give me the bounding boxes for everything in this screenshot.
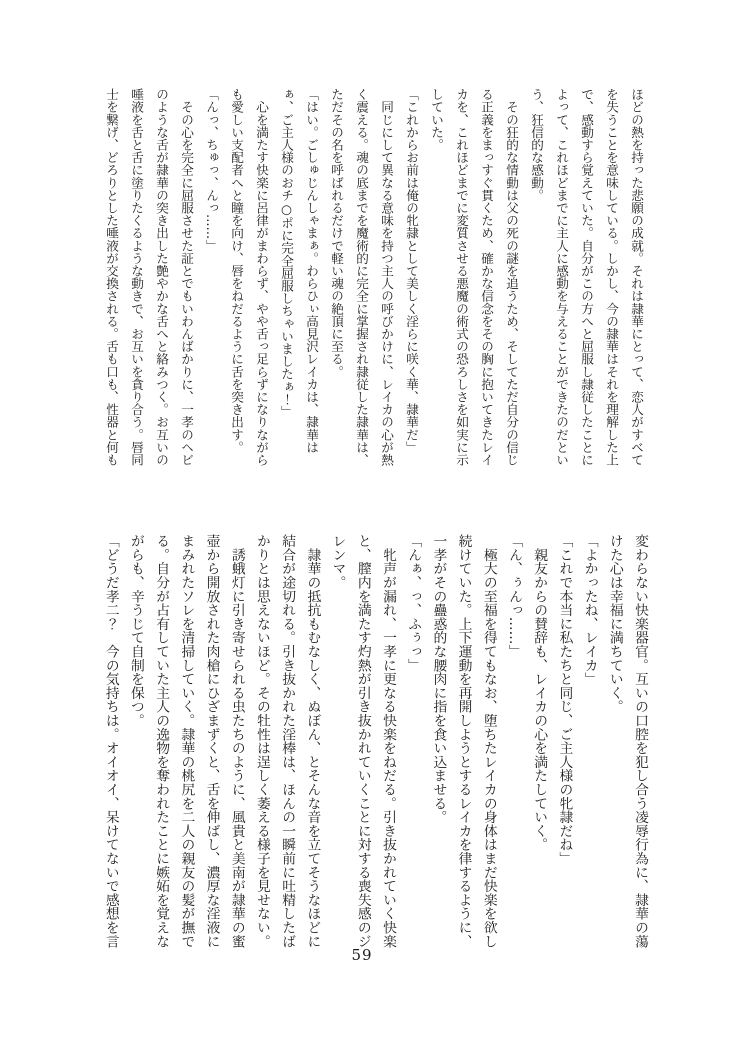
text-column: る。自分が占有していた主人の逸物を奪われたことに嫉妬を覚えな [153,534,170,948]
text-column: よって、これほどまでに主人に感動を与えることができたのだとい [554,88,569,466]
text-column: 誘蛾灯に引き寄せられる虫たちのように、風貴と美南が隷華の蜜 [228,534,245,948]
text-column: その狂的な情動は父の死の謎を追うため、そしてただ自分の信じ [504,88,519,466]
text-column: レンマ。 [329,534,346,590]
text-block-upper [99,88,649,468]
text-column: 「んぁ、っ、ふぅっ」 [405,534,422,672]
text-column: 続けていた。上下運動を再開しようとするレイカを律するように、 [455,534,472,948]
text-column: 隷華の抵抗もむなしく、ぬぼん、とそんな音を立てそうなほどに [304,534,321,948]
text-column: その心を完全に屈服させた証とでもいわんばかりに、一孝のヘビ [179,88,194,466]
text-column: 「はい。ごしゅじんしゃまぁ。わらひぃ高見沢レイカは、隷華は [304,88,319,454]
text-column: 親友からの賛辞も、レイカの心を満たしていく。 [531,534,548,852]
page-number: 59 [351,946,373,964]
text-column: 士を繋げ、どろりとした唾液が交換される。舌も口も、性器と何も [104,88,119,466]
text-column: していた。 [429,88,444,151]
text-column: 「んっ、ちゅっ、んっ……」 [204,88,219,252]
text-column: けた心は幸福に満ちていく。 [606,534,623,714]
text-column: 極大の至福を得てもなお、堕ちたレイカの身体はまだ快楽を欲し [480,534,497,948]
text-column: 結合が途切れる。引き抜かれた淫棒は、ほんの一瞬前に吐精したば [279,534,296,948]
text-column: 「よかったね、レイカ」 [581,534,598,686]
text-column: を失うことを意味している。しかし、今の隷華はそれを理解した上 [604,88,619,466]
text-column: 一孝がその蠱惑的な腰肉に指を食い込ませる。 [430,534,447,824]
text-column: のような舌が隷華の突き出した艶やかな舌へと絡みつく。お互いの [154,88,169,466]
text-column: 同じにして異なる意味を持つ主人の呼びかけに、レイカの心が熱 [379,88,394,466]
text-column: 「これで本当に私たちと同じ、ご主人様の牝隷だね」 [556,534,573,866]
text-column: も愛しい支配者へと瞳を向け、唇をねだるように舌を突き出す。 [229,88,244,454]
text-column: 「どうだ孝二？ 今の気持ちは。オイオイ、呆けてないで感想を言 [102,534,119,948]
text-column: ほどの熱を持った悲願の成就。それは隷華にとって、恋人がすべて [629,88,644,466]
text-column: まみれたソレを清掃していく。隷華の桃尻を二人の親友の髪が撫で [178,534,195,948]
text-column: で、感動すら覚えていた。自分がこの方へと屈服し隷従したことに [579,88,594,466]
text-column: 唾液を舌と舌に塗りたくるような動きで、お互いを貪り合う。唇同 [129,88,144,466]
text-column: カを、これほどまでに変質させる悪魔の術式の恐ろしさを如実に示 [454,88,469,466]
text-column: がらも、辛うじて自制を保つ。 [127,534,144,728]
text-column: と、膣内を満たす灼熱が引き抜かれていくことに対する喪失感のジ [354,534,371,948]
text-column: 牝声が漏れ、一孝に更なる快楽をねだる。引き抜かれていく快楽 [379,534,396,948]
text-column: る正義をまっすぐ貫くため、確かな信念をその胸に抱いてきたレイ [479,88,494,466]
text-column: う、狂信的な感動。 [529,88,544,202]
text-block-lower [98,534,652,950]
text-column: 「ん、ぅんっ……」 [505,534,522,659]
text-column: かりとは思えないほど。その牡性は逞しく萎える様子を見せない。 [253,534,270,948]
text-column: 壺から開放された肉槍にひざまずくと、舌を伸ばし、濃厚な淫液に [203,534,220,948]
text-column: 「これからお前は俺の牝隷として美しく淫らに咲く華、隷華だ」 [404,88,419,454]
text-column: 変わらない快楽器官。互いの口腔を犯し合う凌辱行為に、隷華の蕩 [632,534,648,948]
text-column: ただその名を呼ばれるだけで軽い魂の絶頂に至る。 [329,88,344,378]
text-column: ぁ、ご主人様のおチ○ポに完全屈服しちゃいましたぁ！」 [279,88,294,418]
text-column: 心を満たす快楽に呂律がまわらず、やや舌っ足らずになりながら [254,88,269,466]
text-column: く震える。魂の底までを魔術的に完全に掌握され隷従した隷華は、 [354,88,369,466]
